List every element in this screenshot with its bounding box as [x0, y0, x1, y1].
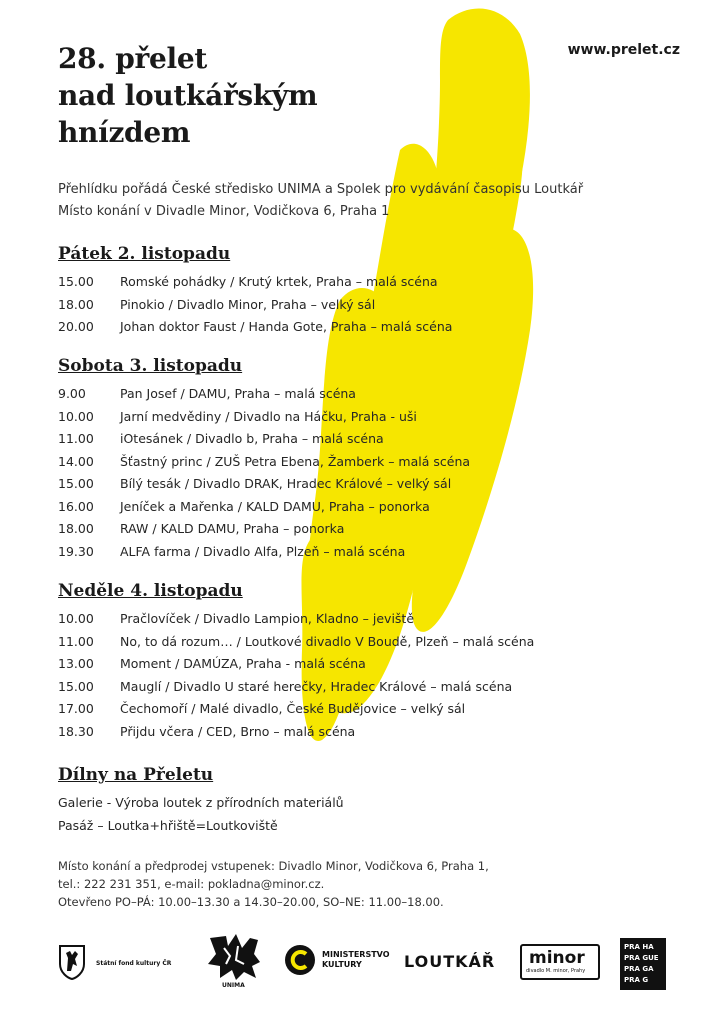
event-time: 10.00	[58, 611, 94, 626]
loutkar-logo	[404, 952, 504, 976]
schedule-row	[58, 721, 534, 744]
title-line: hnízdem	[58, 116, 191, 149]
event-text: Bílý tesák / Divadlo DRAK, Hradec Králové – velký sál	[120, 476, 452, 491]
unima-label: UNIMA	[222, 982, 245, 989]
event-text: Johan doktor Faust / Handa Gote, Praha – malá scéna	[120, 319, 453, 334]
schedule-row	[58, 294, 452, 317]
event-time: 9.00	[58, 386, 86, 401]
minor-logo	[520, 944, 600, 980]
event-time: 15.00	[58, 274, 94, 289]
workshops-section	[58, 764, 344, 837]
event-text: Přijdu včera / CED, Brno – malá scéna	[120, 723, 356, 739]
partner-logos	[58, 932, 668, 996]
event-time: 18.00	[58, 521, 94, 536]
event-text: Jarní medvědiny / Divadlo na Háčku, Praha - uši	[120, 408, 417, 424]
loutkar-label: LOUTKÁŘ	[404, 952, 496, 971]
page-title	[58, 40, 317, 151]
event-time: 10.00	[58, 408, 94, 424]
event-text: Pinokio / Divadlo Minor, Praha – velký sál	[120, 296, 376, 312]
event-time: 20.00	[58, 319, 94, 334]
footer-line: Otevřeno PO–PÁ: 10.00–13.30 a 14.30–20.00, SO–NE: 11.00–18.00.	[58, 895, 444, 909]
minor-sublabel: divadlo M. minor, Prahy	[526, 968, 586, 974]
schedule-row	[58, 653, 534, 676]
event-text: Čechomoří / Malé divadlo, České Budějovice – velký sál	[120, 701, 466, 716]
footer-info	[58, 857, 489, 911]
schedule-row	[58, 698, 534, 721]
event-text: RAW / KALD DAMU, Praha – ponorka	[120, 521, 345, 536]
event-text: ALFA farma / Divadlo Alfa, Plzeň – malá scéna	[120, 543, 406, 559]
schedule-row	[58, 316, 452, 339]
website-link[interactable]: www.prelet.cz	[567, 42, 680, 58]
schedule-row	[58, 608, 534, 631]
day-section-sunday	[58, 580, 534, 743]
workshops-heading: Dílny na Přeletu	[58, 765, 214, 785]
praha-line: PRA G	[624, 976, 649, 984]
ministry-label-1: MINISTERSTVO	[322, 950, 390, 959]
event-time: 14.00	[58, 453, 94, 469]
ministry-label-2: KULTURY	[322, 960, 362, 969]
unima-logo	[206, 932, 262, 992]
festival-info	[58, 179, 583, 223]
day-section-saturday	[58, 355, 470, 563]
event-text: Mauglí / Divadlo U staré herečky, Hradec Králové – malá scéna	[120, 678, 513, 694]
day-section-friday	[58, 243, 452, 339]
schedule-row	[58, 271, 452, 294]
schedule-row	[58, 518, 470, 541]
day-heading: Sobota 3. listopadu	[58, 356, 243, 376]
day-heading: Pátek 2. listopadu	[58, 244, 231, 264]
title-line: 28. přelet	[58, 42, 207, 75]
event-time: 18.30	[58, 723, 94, 739]
organizer-text: Přehlídku pořádá České středisko UNIMA a Spolek pro vydávání časopisu Loutkář	[58, 182, 584, 197]
lion-shield-icon	[58, 944, 86, 980]
sfk-logo	[58, 944, 198, 984]
sfk-label: Státní fond kultury ČR	[96, 960, 172, 967]
schedule-row	[58, 541, 470, 564]
event-text: Moment / DAMÚZA, Praha - malá scéna	[120, 656, 366, 671]
title-line: nad loutkářským	[58, 79, 318, 112]
schedule-row	[58, 428, 470, 451]
schedule-row	[58, 676, 534, 699]
ministry-c-icon	[284, 944, 316, 976]
event-time: 13.00	[58, 656, 94, 671]
schedule-row	[58, 406, 470, 429]
day-heading: Neděle 4. listopadu	[58, 581, 243, 601]
unima-figure-icon	[206, 932, 262, 982]
footer-line: tel.: 222 231 351, e-mail: pokladna@minor.cz.	[58, 877, 325, 891]
event-time: 18.00	[58, 296, 94, 312]
footer-line: Místo konání a předprodej vstupenek: Divadlo Minor, Vodičkova 6, Praha 1,	[58, 859, 489, 873]
schedule-row	[58, 451, 470, 474]
event-time: 11.00	[58, 431, 94, 446]
workshop-item: Galerie - Výroba loutek z přírodních materiálů	[58, 795, 344, 810]
schedule-row	[58, 383, 470, 406]
minor-label: minor	[529, 948, 585, 968]
event-text: No, to dá rozum… / Loutkové divadlo V Boudě, Plzeň – malá scéna	[120, 633, 535, 649]
event-time: 15.00	[58, 476, 94, 491]
workshop-item: Pasáž – Loutka+hřiště=Loutkoviště	[58, 817, 278, 833]
event-text: Pan Josef / DAMU, Praha – malá scéna	[120, 386, 356, 401]
praha-line: PRA GA	[624, 965, 654, 973]
event-time: 15.00	[58, 678, 94, 694]
schedule-row	[58, 473, 470, 496]
event-time: 16.00	[58, 498, 94, 514]
praha-line: PRA HA	[624, 943, 654, 951]
event-time: 19.30	[58, 543, 94, 559]
schedule-row	[58, 631, 534, 654]
event-text: Romské pohádky / Krutý krtek, Praha – malá scéna	[120, 274, 438, 289]
event-time: 17.00	[58, 701, 94, 716]
ministry-of-culture-logo	[284, 944, 394, 984]
venue-text: Místo konání v Divadle Minor, Vodičkova 6, Praha 1	[58, 204, 390, 219]
event-time: 11.00	[58, 633, 94, 649]
event-text: Pračlovíček / Divadlo Lampion, Kladno – jeviště	[120, 611, 415, 626]
event-text: Jeníček a Mařenka / KALD DAMU, Praha – ponorka	[120, 498, 430, 514]
praha-logo	[620, 938, 666, 990]
event-text: iOtesánek / Divadlo b, Praha – malá scéna	[120, 431, 384, 446]
schedule-row	[58, 496, 470, 519]
praha-line: PRA GUE	[624, 954, 659, 962]
event-text: Šťastný princ / ZUŠ Petra Ebena, Žamberk – malá scéna	[120, 453, 471, 469]
